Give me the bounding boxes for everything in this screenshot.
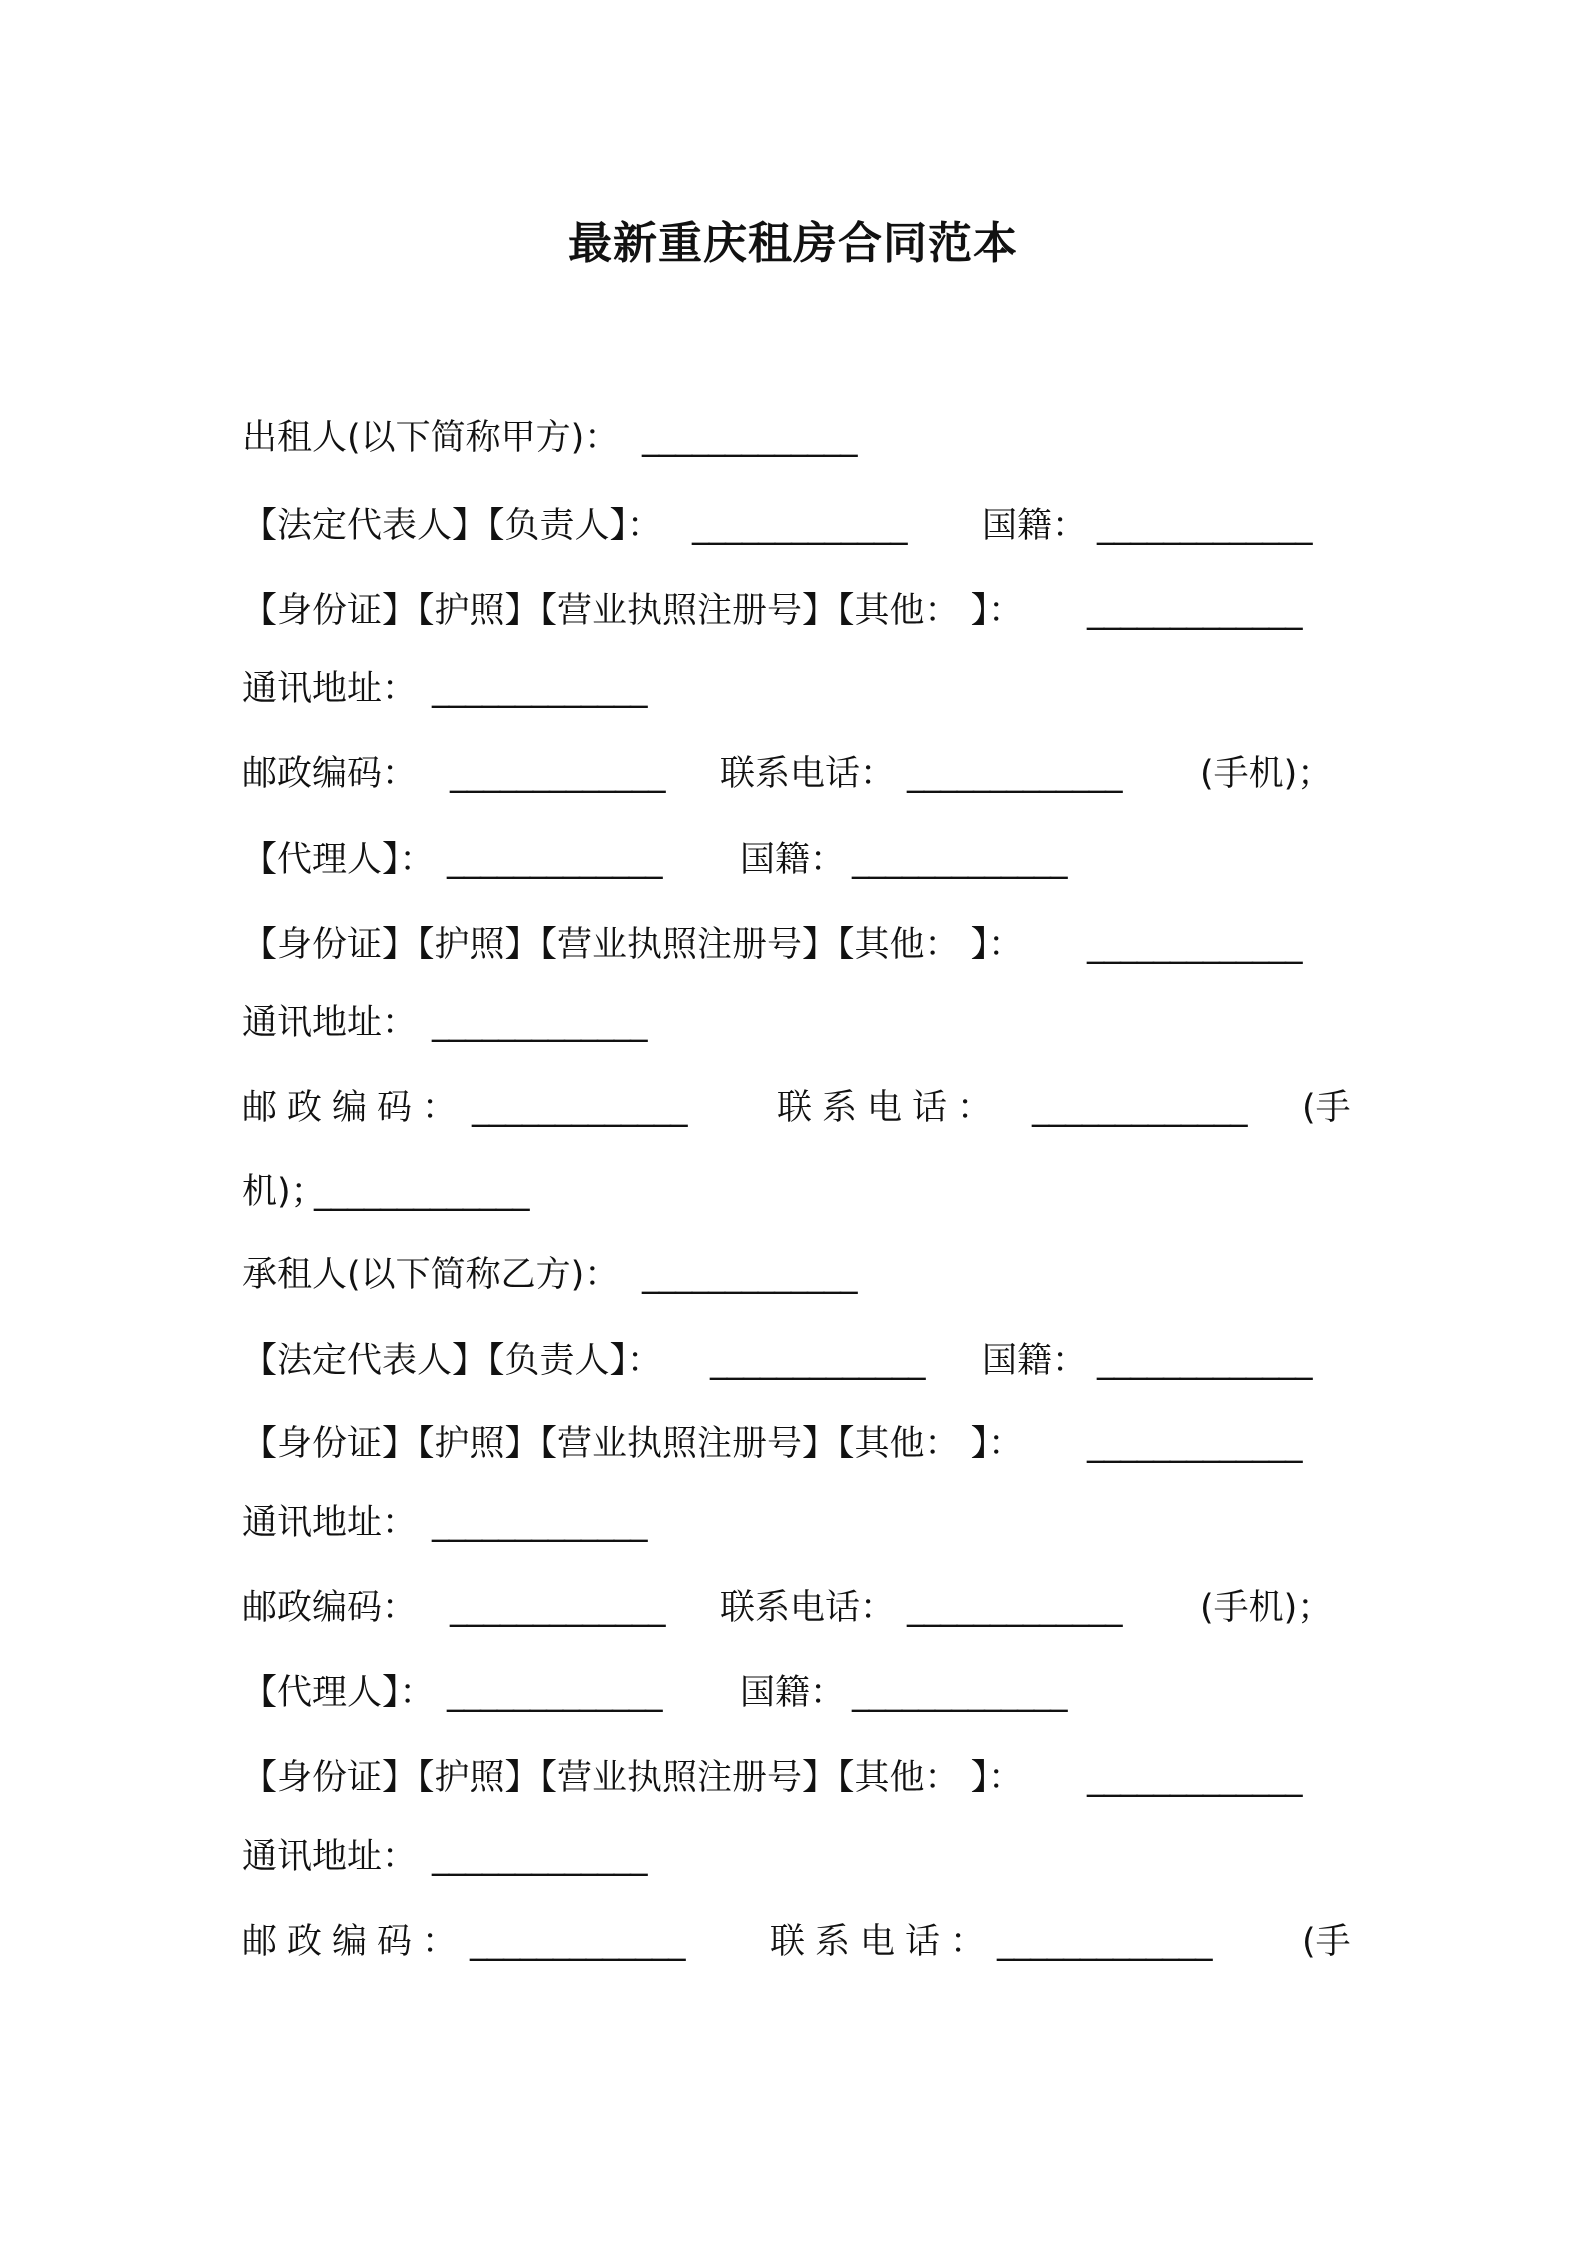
lessor-agent-postcode-label: 邮政编码：: [242, 1088, 468, 1128]
lessor-nationality-blank[interactable]: _____________: [1097, 506, 1312, 546]
lessee-name-label: 承租人(以下简称乙方)：: [242, 1255, 620, 1295]
lessee-agent-phone-label: 联系电话：: [770, 1922, 996, 1962]
lessor-agent-id-label: 【身份证】【护照】【营业执照注册号】【其他： 】：: [242, 925, 1024, 965]
lessor-phone-label: 联系电话：: [720, 754, 896, 794]
lessor-agent-mobile-start: (手: [1302, 1088, 1351, 1128]
lessee-agent-label: 【代理人】：: [242, 1673, 435, 1713]
lessee-agent-blank[interactable]: _____________: [447, 1673, 662, 1713]
lessee-agent-nationality-blank[interactable]: _____________: [852, 1673, 1067, 1713]
lessor-id-label: 【身份证】【护照】【营业执照注册号】【其他： 】：: [242, 591, 1024, 631]
lessor-mobile-note: (手机)；: [1200, 754, 1333, 794]
lessee-agent-id-blank[interactable]: _____________: [1087, 1758, 1302, 1798]
lessor-nationality-label: 国籍：: [982, 506, 1088, 546]
lessee-phone-blank[interactable]: _____________: [907, 1588, 1122, 1628]
lessee-agent-postcode-blank[interactable]: _____________: [470, 1922, 685, 1962]
lessee-agent-id-label: 【身份证】【护照】【营业执照注册号】【其他： 】：: [242, 1758, 1024, 1798]
lessor-agent-label: 【代理人】：: [242, 840, 435, 880]
lessee-rep-blank[interactable]: _____________: [710, 1341, 925, 1381]
lessor-agent-phone-label: 联系电话：: [777, 1088, 1003, 1128]
lessor-agent-phone-blank[interactable]: _____________: [1032, 1088, 1247, 1128]
lessor-address-blank[interactable]: _____________: [432, 669, 647, 709]
lessee-agent-nationality-label: 国籍：: [740, 1673, 846, 1713]
lessee-agent-mobile-start: (手: [1302, 1922, 1351, 1962]
lessor-agent-postcode-blank[interactable]: _____________: [472, 1088, 687, 1128]
lessee-address-blank[interactable]: _____________: [432, 1503, 647, 1543]
lessor-agent-nationality-blank[interactable]: _____________: [852, 840, 1067, 880]
lessor-agent-mobile-blank[interactable]: _____________: [314, 1172, 529, 1212]
lessor-postcode-label: 邮政编码：: [242, 754, 418, 794]
lessor-agent-address-blank[interactable]: _____________: [432, 1003, 647, 1043]
lessor-rep-label: 【法定代表人】【负责人】：: [242, 506, 663, 546]
lessee-id-label: 【身份证】【护照】【营业执照注册号】【其他： 】：: [242, 1424, 1024, 1464]
lessor-agent-nationality-label: 国籍：: [740, 840, 846, 880]
lessee-mobile-note: (手机)；: [1200, 1588, 1333, 1628]
lessee-agent-postcode-label: 邮政编码：: [242, 1922, 468, 1962]
lessor-agent-mobile-end: 机)；: [242, 1172, 326, 1212]
lessor-name-label: 出租人(以下简称甲方)：: [242, 418, 620, 458]
lessor-postcode-blank[interactable]: _____________: [450, 754, 665, 794]
lessee-agent-phone-blank[interactable]: _____________: [997, 1922, 1212, 1962]
lessee-address-label: 通讯地址：: [242, 1503, 418, 1543]
lessor-agent-id-blank[interactable]: _____________: [1087, 925, 1302, 965]
lessee-postcode-blank[interactable]: _____________: [450, 1588, 665, 1628]
lessee-nationality-blank[interactable]: _____________: [1097, 1341, 1312, 1381]
lessee-id-blank[interactable]: _____________: [1087, 1424, 1302, 1464]
lessor-agent-address-label: 通讯地址：: [242, 1003, 418, 1043]
lessor-phone-blank[interactable]: _____________: [907, 754, 1122, 794]
lessor-name-blank[interactable]: _____________: [642, 418, 857, 458]
lessor-address-label: 通讯地址：: [242, 669, 418, 709]
lessee-rep-label: 【法定代表人】【负责人】：: [242, 1341, 663, 1381]
lessee-phone-label: 联系电话：: [720, 1588, 896, 1628]
lessee-agent-address-label: 通讯地址：: [242, 1837, 418, 1877]
lessor-agent-blank[interactable]: _____________: [447, 840, 662, 880]
lessee-postcode-label: 邮政编码：: [242, 1588, 418, 1628]
lessee-agent-address-blank[interactable]: _____________: [432, 1837, 647, 1877]
document-title: 最新重庆租房合同范本: [568, 218, 1018, 269]
lessee-nationality-label: 国籍：: [982, 1341, 1088, 1381]
lessor-rep-blank[interactable]: _____________: [692, 506, 907, 546]
lessor-id-blank[interactable]: _____________: [1087, 591, 1302, 631]
lessee-name-blank[interactable]: _____________: [642, 1255, 857, 1295]
